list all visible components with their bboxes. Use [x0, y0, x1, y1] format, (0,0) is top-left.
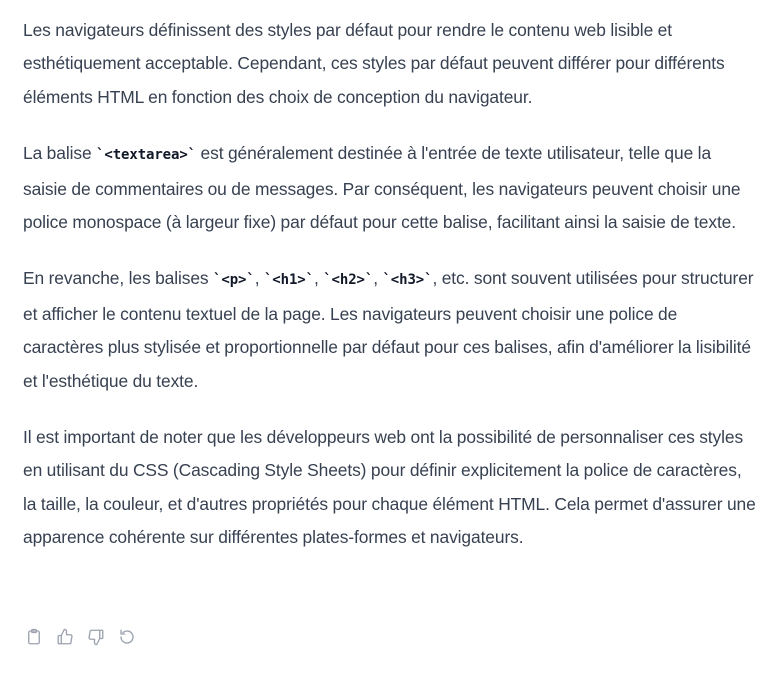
thumbs-down-button[interactable]: [85, 626, 106, 647]
separator: ,: [254, 268, 264, 289]
message-paragraph-2: [23, 137, 758, 239]
message-paragraph-1: Les navigateurs définissent des styles par défaut pour rendre le contenu web lisible et esthétiquement acceptable. Cependant, ces styles par défaut peuvent différer pour différents éléments HTML en fonction des choix de conception du navigateur.: [23, 20, 725, 107]
paragraph-text: est généralement destinée à l'entrée de texte utilisateur, telle que la saisie de commentaires ou de messages. Par conséquent, les navigateurs peuvent choisir une police monospace (à largeur fixe) par défaut pour cette balise, facilitant ainsi la saisie de texte.: [23, 143, 741, 233]
message-paragraph-3: [23, 262, 758, 398]
inline-code-h3: `<h3>`: [382, 272, 433, 289]
paragraph-text: , etc. sont souvent utilisées pour structurer et afficher le contenu textuel de la page. Les navigateurs peuvent choisir une police de caractères plus stylisée et proportionnelle par défaut pour ces balises, afin d'améliorer la lisibilité et l'esthétique du texte.: [23, 268, 754, 391]
copy-button[interactable]: [23, 626, 44, 647]
inline-code-textarea: `<textarea>`: [96, 147, 196, 164]
thumbs-up-icon: [56, 628, 74, 646]
regenerate-icon: [118, 628, 136, 646]
separator: ,: [373, 268, 383, 289]
assistant-message: [23, 14, 758, 555]
paragraph-text: En revanche, les balises: [23, 268, 214, 289]
separator: ,: [313, 268, 324, 289]
inline-code-h1: `<h1>`: [263, 272, 314, 289]
paragraph-text: La balise: [23, 143, 97, 164]
message-actions: [23, 626, 137, 647]
regenerate-button[interactable]: [116, 626, 137, 647]
clipboard-icon: [25, 628, 43, 646]
inline-code-h2: `<h2>`: [323, 272, 374, 289]
thumbs-down-icon: [87, 628, 105, 646]
inline-code-p: `<p>`: [213, 272, 255, 289]
message-paragraph-4: Il est important de noter que les développeurs web ont la possibilité de personnaliser ces styles en utilisant du CSS (Cascading Style Sheets) pour définir explicitement la police de caractères, la taille, la couleur, et d'autres propriétés pour chaque élément HTML. Cela permet d'assurer une apparence cohérente sur différentes plates-formes et navigateurs.: [23, 427, 756, 548]
thumbs-up-button[interactable]: [54, 626, 75, 647]
